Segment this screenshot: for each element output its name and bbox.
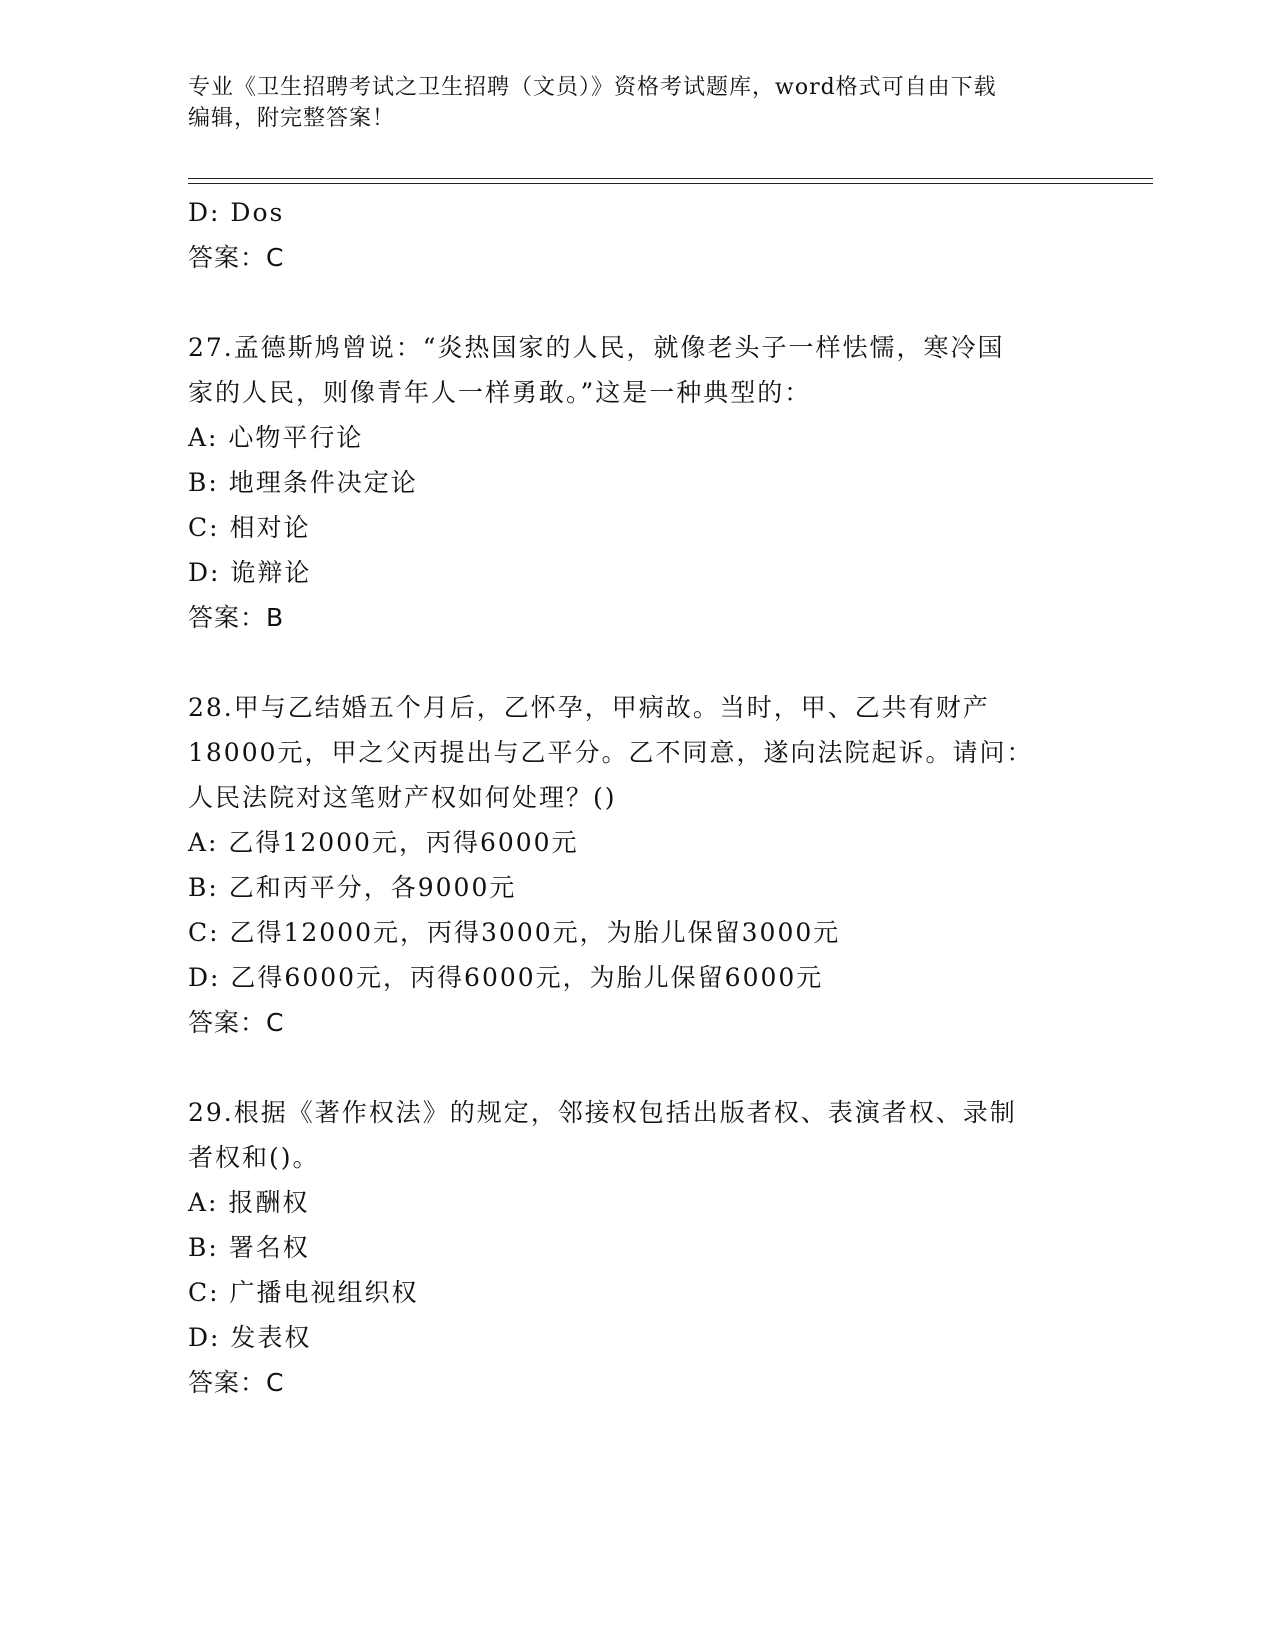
option-c: C: 广播电视组织权	[188, 1278, 419, 1307]
option-a: A: 乙得12000元，丙得6000元	[188, 828, 579, 857]
option-b: B: 乙和丙平分，各9000元	[188, 873, 517, 902]
question-stem: 29.根据《著作权法》的规定，邻接权包括出版者权、表演者权、录制	[188, 1098, 1017, 1127]
option-b: B: 地理条件决定论	[188, 468, 418, 497]
answer: 答案：C	[188, 1008, 285, 1037]
question-stem: 家的人民，则像青年人一样勇敢。”这是一种典型的：	[188, 378, 812, 407]
option-d: D: 发表权	[188, 1323, 312, 1352]
answer: 答案：C	[188, 1368, 285, 1397]
question-stem: 人民法院对这笔财产权如何处理？()	[188, 783, 617, 812]
option-c: C: 相对论	[188, 513, 311, 542]
header-line-2: 编辑，附完整答案！	[188, 106, 396, 131]
prev-option-d: D: Dos	[188, 198, 285, 227]
question-29	[188, 1090, 1088, 1405]
answer: 答案：B	[188, 603, 285, 632]
option-b: B: 署名权	[188, 1233, 310, 1262]
option-a: A: 报酬权	[188, 1188, 310, 1217]
question-list	[188, 190, 1088, 1405]
option-c: C: 乙得12000元，丙得3000元，为胎儿保留3000元	[188, 918, 841, 947]
document-header	[188, 72, 1068, 134]
question-stem: 27.孟德斯鸠曾说：“炎热国家的人民，就像老头子一样怯懦，寒冷国	[188, 333, 1005, 362]
option-d: D: 诡辩论	[188, 558, 312, 587]
question-stem: 28.甲与乙结婚五个月后，乙怀孕，甲病故。当时，甲、乙共有财产	[188, 693, 990, 722]
option-a: A: 心物平行论	[188, 423, 364, 452]
prev-answer: 答案：C	[188, 243, 285, 272]
header-line-1: 专业《卫生招聘考试之卫生招聘（文员）》资格考试题库，word格式可自由下载	[188, 75, 997, 100]
header-divider-bottom	[188, 183, 1153, 184]
option-d: D: 乙得6000元，丙得6000元，为胎儿保留6000元	[188, 963, 824, 992]
question-stem: 18000元，甲之父丙提出与乙平分。乙不同意，遂向法院起诉。请问：	[188, 738, 1034, 767]
question-27	[188, 325, 1088, 640]
header-divider-top	[188, 178, 1153, 179]
question-stem: 者权和()。	[188, 1143, 320, 1172]
question-28	[188, 685, 1088, 1045]
